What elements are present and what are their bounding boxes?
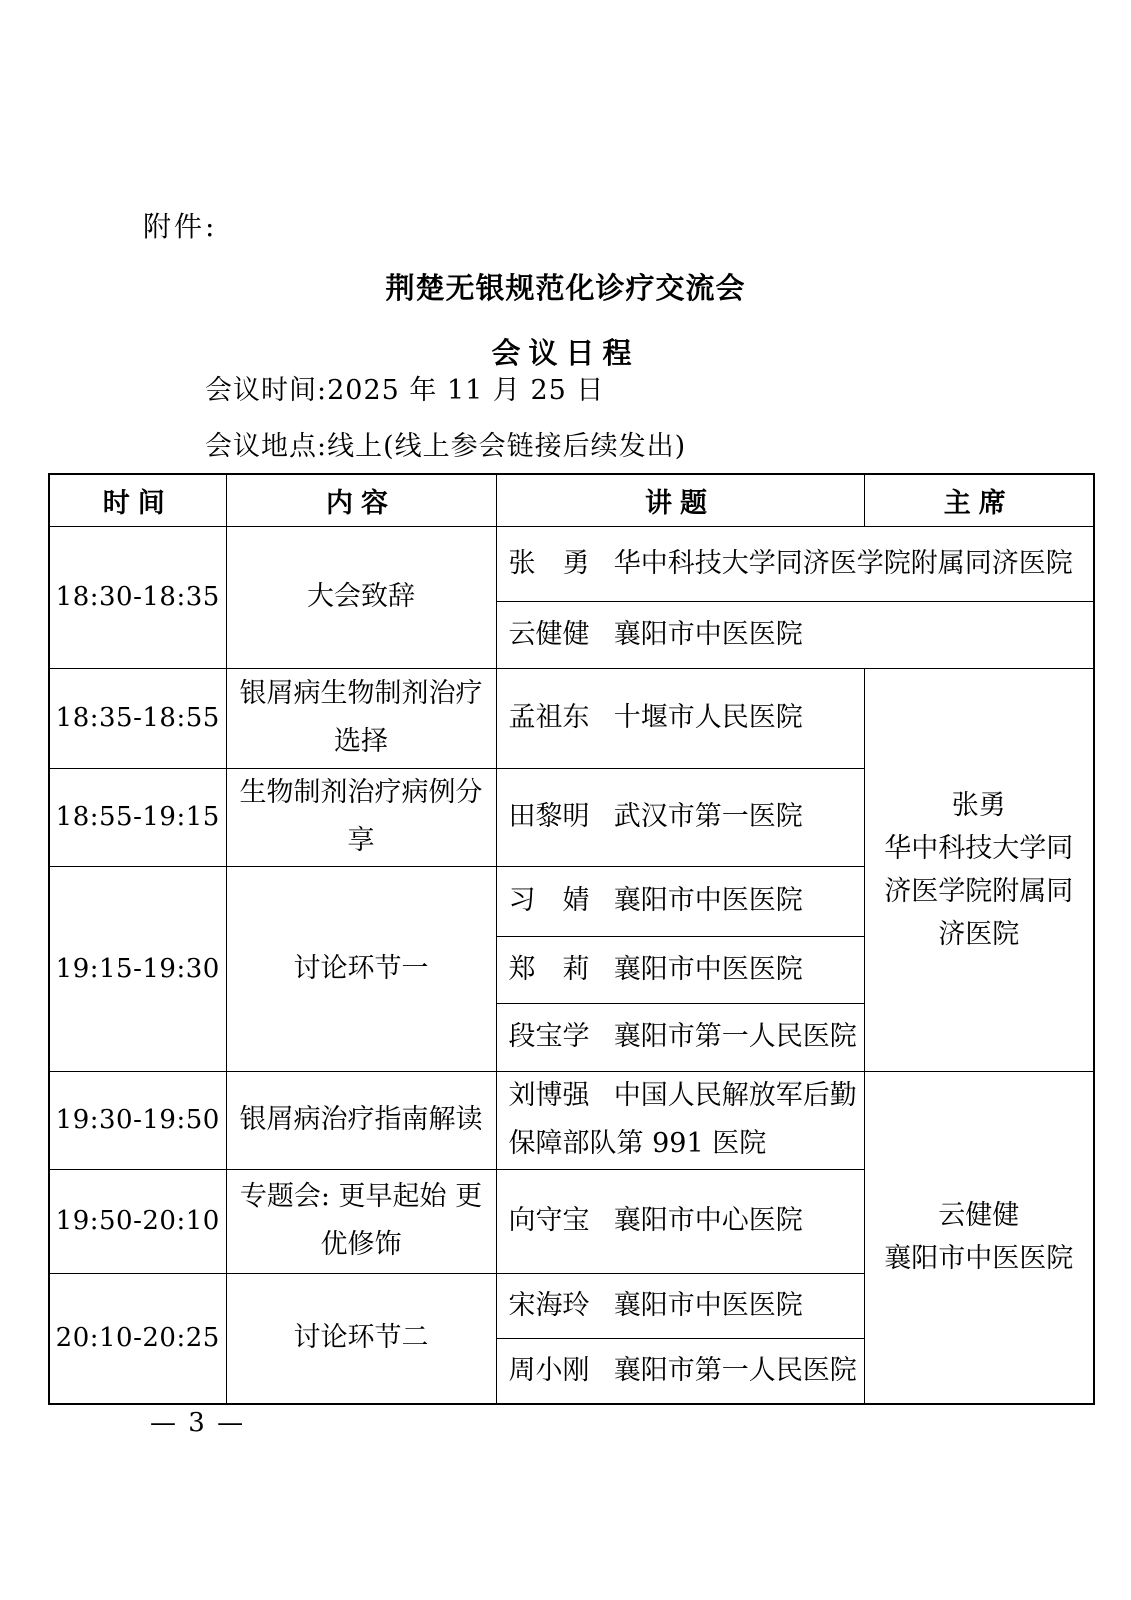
time-cell: 18:35-18:55 <box>49 668 226 768</box>
meeting-time: 会议时间:2025 年 11 月 25 日 <box>205 375 605 406</box>
content-line: 银屑病治疗指南解读 <box>239 1104 483 1135</box>
time-cell: 19:50-20:10 <box>49 1169 226 1273</box>
speaker-name: 云健健 <box>508 618 590 650</box>
content-line: 优修饰 <box>320 1229 402 1260</box>
content-line: 大会致辞 <box>307 581 415 612</box>
time-cell: 19:30-19:50 <box>49 1071 226 1169</box>
speaker-name: 张 勇 <box>508 547 590 579</box>
speaker-org: 襄阳市中医医院 <box>613 885 803 916</box>
content-cell <box>226 1273 496 1404</box>
table-row <box>49 526 1094 601</box>
page-number: — 3 — <box>150 1408 246 1438</box>
chair-cell <box>864 668 1094 1071</box>
speaker-org: 中国人民解放军后勤保障部队第 991 医院 <box>508 1080 857 1159</box>
speaker-name: 向守宝 <box>508 1205 590 1236</box>
speaker-name: 习 婧 <box>508 885 590 916</box>
time-cell: 18:30-18:35 <box>49 526 226 668</box>
table-row <box>49 668 1094 768</box>
speaker-name: 孟祖东 <box>508 702 590 733</box>
chair-name: 张勇 <box>951 789 1006 821</box>
speech-cell <box>496 601 1094 668</box>
speaker-org: 十堰市人民医院 <box>613 702 803 733</box>
time-cell: 20:10-20:25 <box>49 1273 226 1404</box>
speaker-name: 宋海玲 <box>508 1289 590 1321</box>
speech-cell <box>496 936 864 1003</box>
speech-cell <box>496 668 864 768</box>
speech-cell <box>496 1003 864 1071</box>
content-cell <box>226 1169 496 1273</box>
speaker-org: 襄阳市第一人民医院 <box>613 1354 857 1386</box>
speaker-org: 襄阳市中心医院 <box>613 1205 803 1236</box>
agenda-table <box>48 473 1095 1405</box>
time-cell: 18:55-19:15 <box>49 768 226 866</box>
speaker-org: 襄阳市中医医院 <box>613 1289 803 1321</box>
content-cell <box>226 768 496 866</box>
speech-cell <box>496 526 1094 601</box>
speaker-org: 华中科技大学同济医学院附属同济医院 <box>613 547 1073 579</box>
speech-cell <box>496 1071 864 1169</box>
content-cell <box>226 526 496 668</box>
content-line: 生物制剂治疗病例分 <box>239 777 483 808</box>
col-header-topic: 讲题 <box>496 474 864 526</box>
content-cell <box>226 1071 496 1169</box>
content-line: 讨论环节二 <box>293 1322 429 1354</box>
speaker-name: 段宝学 <box>508 1021 590 1052</box>
agenda-heading: 会议日程 <box>491 336 640 370</box>
col-header-time: 时间 <box>49 474 226 526</box>
content-line: 选择 <box>334 726 388 757</box>
speech-cell <box>496 1169 864 1273</box>
attachment-label: 附件: <box>143 210 218 243</box>
col-header-chair: 主席 <box>864 474 1094 526</box>
time-cell: 19:15-19:30 <box>49 866 226 1071</box>
content-line: 讨论环节一 <box>293 952 429 984</box>
speech-cell <box>496 866 864 936</box>
speaker-name: 郑 莉 <box>508 953 590 985</box>
speaker-org: 襄阳市第一人民医院 <box>613 1021 857 1052</box>
document-title: 荆楚无银规范化诊疗交流会 <box>385 271 746 305</box>
chair-name: 云健健 <box>938 1200 1020 1232</box>
meeting-location: 会议地点:线上(线上参会链接后续发出) <box>205 431 687 462</box>
chair-cell <box>864 1071 1094 1404</box>
speaker-name: 周小刚 <box>508 1354 590 1386</box>
speaker-name: 田黎明 <box>508 801 590 832</box>
content-cell <box>226 668 496 768</box>
speech-cell <box>496 1273 864 1338</box>
speech-cell <box>496 1338 864 1404</box>
content-line: 专题会: 更早起始 更 <box>239 1181 483 1212</box>
speaker-org: 武汉市第一医院 <box>613 801 803 832</box>
speaker-org: 襄阳市中医医院 <box>613 618 803 650</box>
col-header-content: 内容 <box>226 474 496 526</box>
chair-org: 华中科技大学同济医学院附属同济医院 <box>884 832 1074 950</box>
content-line: 银屑病生物制剂治疗 <box>239 678 483 709</box>
table-row <box>49 1071 1094 1169</box>
content-line: 享 <box>347 825 375 856</box>
table-header-row <box>49 474 1094 526</box>
chair-org: 襄阳市中医医院 <box>884 1243 1074 1275</box>
content-cell <box>226 866 496 1071</box>
speaker-name: 刘博强 <box>508 1080 590 1111</box>
speaker-org: 襄阳市中医医院 <box>613 953 803 985</box>
speech-cell <box>496 768 864 866</box>
